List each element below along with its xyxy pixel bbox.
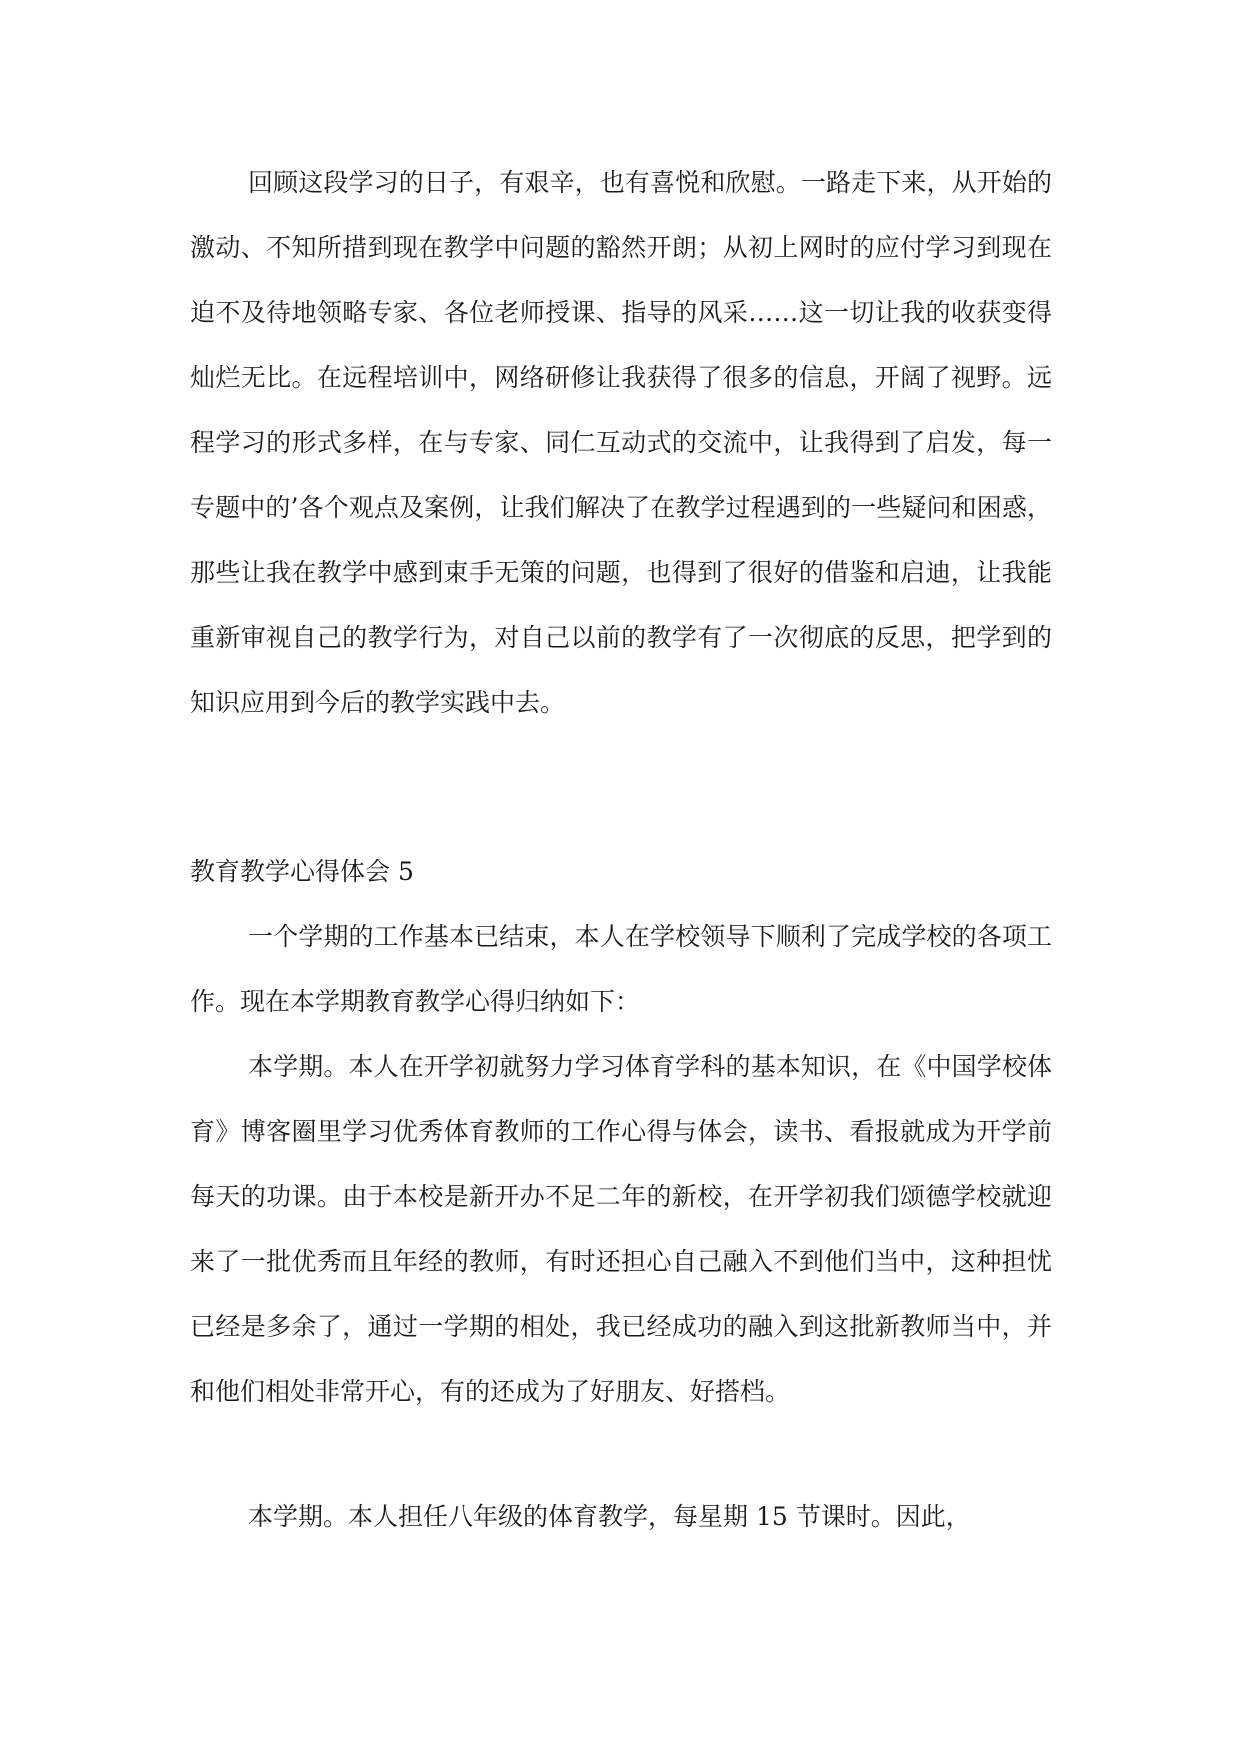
paragraph-intro: 一个学期的工作基本已结束，本人在学校领导下顺利了完成学校的各项工作。现在本学期教育教学心得归纳如下：	[190, 922, 1052, 1016]
paragraph-study: 本学期。本人在开学初就努力学习体育学科的基本知识，在《中国学校体育》博客圈里学习优秀体育教师的工作心得与体会，读书、看报就成为开学前每天的功课。由于本校是新开办不足二年的新校，在开学初我们颂德学校就迎来了一批优秀而且年经的教师，有时还担心自己融入不到他们当中，这种担忧已经是多余了，通过一学期的相处，我已经成功的融入到这批新教师当中，并和他们相处非常开心，有的还成为了好朋友、好搭档。	[190, 1052, 1052, 1406]
section-heading: 教育教学心得体会 5	[190, 857, 414, 886]
paragraph-teaching: 本学期。本人担任八年级的体育教学，每星期 15 节课时。因此，	[248, 1502, 971, 1531]
paragraph-reflection: 回顾这段学习的日子，有艰辛，也有喜悦和欣慰。一路走下来，从开始的激动、不知所措到现在教学中问题的豁然开朗；从初上网时的应付学习到现在迫不及待地领略专家、各位老师授课、指导的风采……这一切让我的收获变得灿烂无比。在远程培训中，网络研修让我获得了很多的信息，开阔了视野。远程学习的形式多样，在与专家、同仁互动式的交流中，让我得到了启发，每一专题中的’各个观点及案例，让我们解决了在教学过程遇到的一些疑问和困惑，那些让我在教学中感到束手无策的问题，也得到了很好的借鉴和启迪，让我能重新审视自己的教学行为，对自己以前的教学有了一次彻底的反思，把学到的知识应用到今后的教学实践中去。	[190, 168, 1052, 717]
